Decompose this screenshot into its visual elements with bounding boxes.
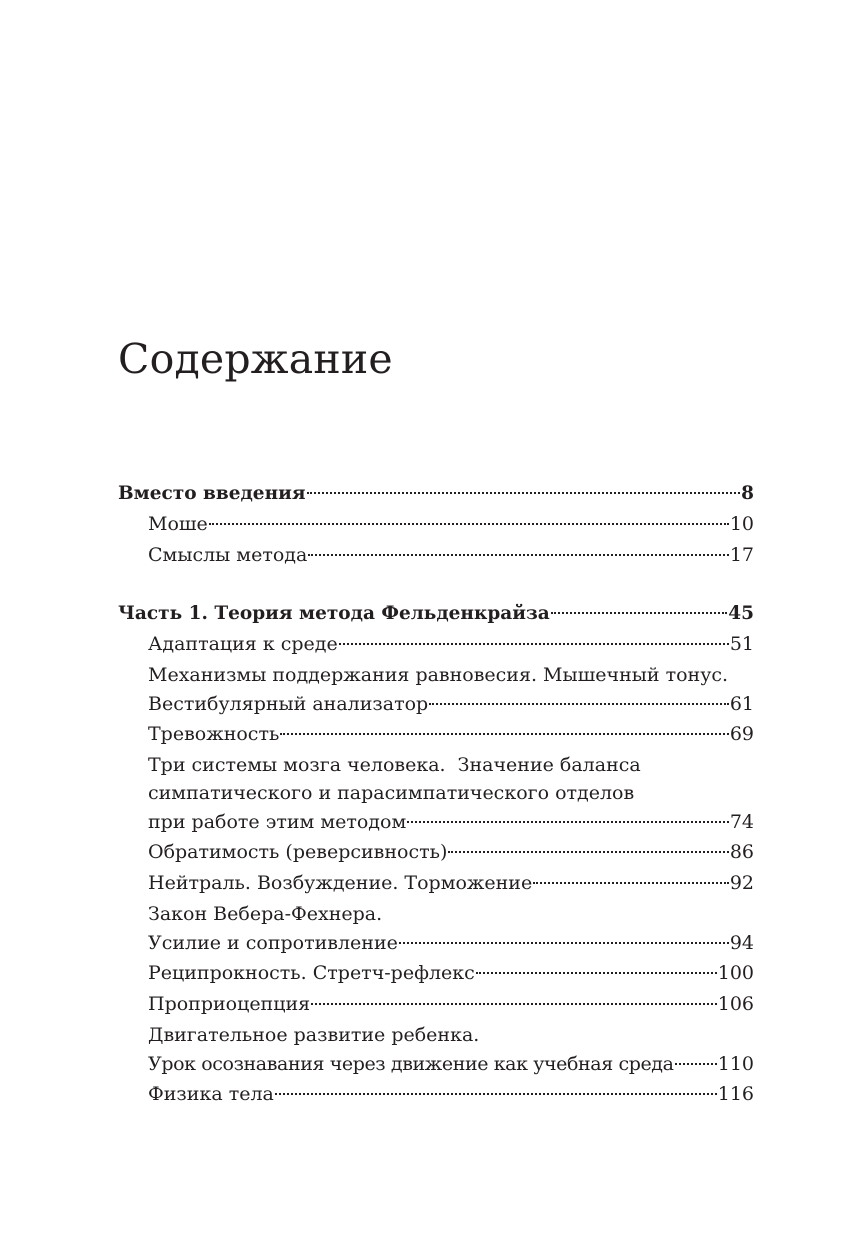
leader-dots xyxy=(209,523,729,525)
toc-entry-label-line: Двигательное развитие ребенка. xyxy=(148,1024,480,1046)
leader-dots xyxy=(407,821,729,823)
toc-page-number: 110 xyxy=(717,1053,754,1075)
leader-dots xyxy=(551,612,727,614)
leader-dots xyxy=(311,1003,717,1005)
toc-entry[interactable] xyxy=(118,958,754,989)
toc-entry[interactable] xyxy=(118,719,754,750)
toc-page-number: 69 xyxy=(729,723,754,745)
toc-entry-label-line: Три системы мозга человека. Значение баланса xyxy=(148,754,641,776)
toc-entry-label: при работе этим методом xyxy=(148,811,407,833)
leader-dots xyxy=(280,733,729,735)
leader-dots xyxy=(307,492,741,494)
toc-heading-label: Часть 1. Теория метода Фельденкрайза xyxy=(118,603,550,624)
toc-page-number: 45 xyxy=(728,603,754,624)
toc-entry-label: Адаптация к среде xyxy=(148,633,338,655)
toc-entry-label-line: симпатического и парасимпатического отделов xyxy=(148,782,635,804)
toc-page-number: 92 xyxy=(729,872,754,894)
toc-section-part-1 xyxy=(118,598,754,1110)
leader-dots xyxy=(675,1063,717,1065)
leader-dots xyxy=(275,1093,717,1095)
toc-entry[interactable] xyxy=(118,868,754,899)
leader-dots xyxy=(429,703,729,705)
toc-page-number: 86 xyxy=(729,841,754,863)
toc-page-number: 61 xyxy=(729,693,754,715)
toc-page-number: 10 xyxy=(729,513,754,535)
toc-entry-label: Физика тела xyxy=(148,1083,274,1105)
toc-heading[interactable] xyxy=(118,478,754,509)
leader-dots xyxy=(339,643,729,645)
toc-entry-label: Смыслы метода xyxy=(148,544,308,566)
toc-entry[interactable] xyxy=(118,629,754,660)
toc-heading-label: Вместо введения xyxy=(118,483,306,504)
leader-dots xyxy=(399,942,729,944)
toc-entry-label: Нейтраль. Возбуждение. Торможение xyxy=(148,872,533,894)
leader-dots xyxy=(533,882,729,884)
toc-entry-label: Моше xyxy=(148,513,208,535)
table-of-contents xyxy=(118,478,754,1137)
toc-entry[interactable] xyxy=(118,989,754,1020)
toc-entry[interactable] xyxy=(118,1079,754,1110)
toc-entry[interactable] xyxy=(118,900,754,958)
toc-entry-label-line: Закон Вебера-Фехнера. xyxy=(148,903,383,925)
toc-entry-label: Реципрокность. Стретч-рефлекс xyxy=(148,962,475,984)
leader-dots xyxy=(476,972,717,974)
toc-entry[interactable] xyxy=(118,540,754,571)
leader-dots xyxy=(308,554,729,556)
toc-entry[interactable] xyxy=(118,1021,754,1079)
toc-entry[interactable] xyxy=(118,837,754,868)
toc-heading[interactable] xyxy=(118,598,754,629)
toc-entry-label: Урок осознавания через движение как учебная среда xyxy=(148,1053,674,1075)
page-title: Содержание xyxy=(118,335,393,383)
toc-entry-label: Тревожность xyxy=(148,723,280,745)
toc-page-number: 17 xyxy=(729,544,754,566)
toc-page-number: 116 xyxy=(717,1083,754,1105)
toc-entry-label: Обратимость (реверсивность) xyxy=(148,841,448,863)
toc-section-intro xyxy=(118,478,754,571)
toc-entry[interactable] xyxy=(118,509,754,540)
toc-page-number: 94 xyxy=(729,932,754,954)
toc-entry[interactable] xyxy=(118,661,754,719)
toc-entry-label: Усилие и сопротивление xyxy=(148,932,398,954)
leader-dots xyxy=(448,851,728,853)
toc-page-number: 100 xyxy=(717,962,754,984)
toc-entry-label-line: Механизмы поддержания равновесия. Мышечный тонус. xyxy=(148,664,729,686)
toc-page-number: 51 xyxy=(729,633,754,655)
toc-page-number: 74 xyxy=(729,811,754,833)
toc-page-number: 106 xyxy=(717,993,754,1015)
toc-entry-label: Вестибулярный анализатор xyxy=(148,693,429,715)
toc-entry-label: Проприоцепция xyxy=(148,993,311,1015)
toc-entry[interactable] xyxy=(118,751,754,837)
toc-page-number: 8 xyxy=(741,483,754,504)
